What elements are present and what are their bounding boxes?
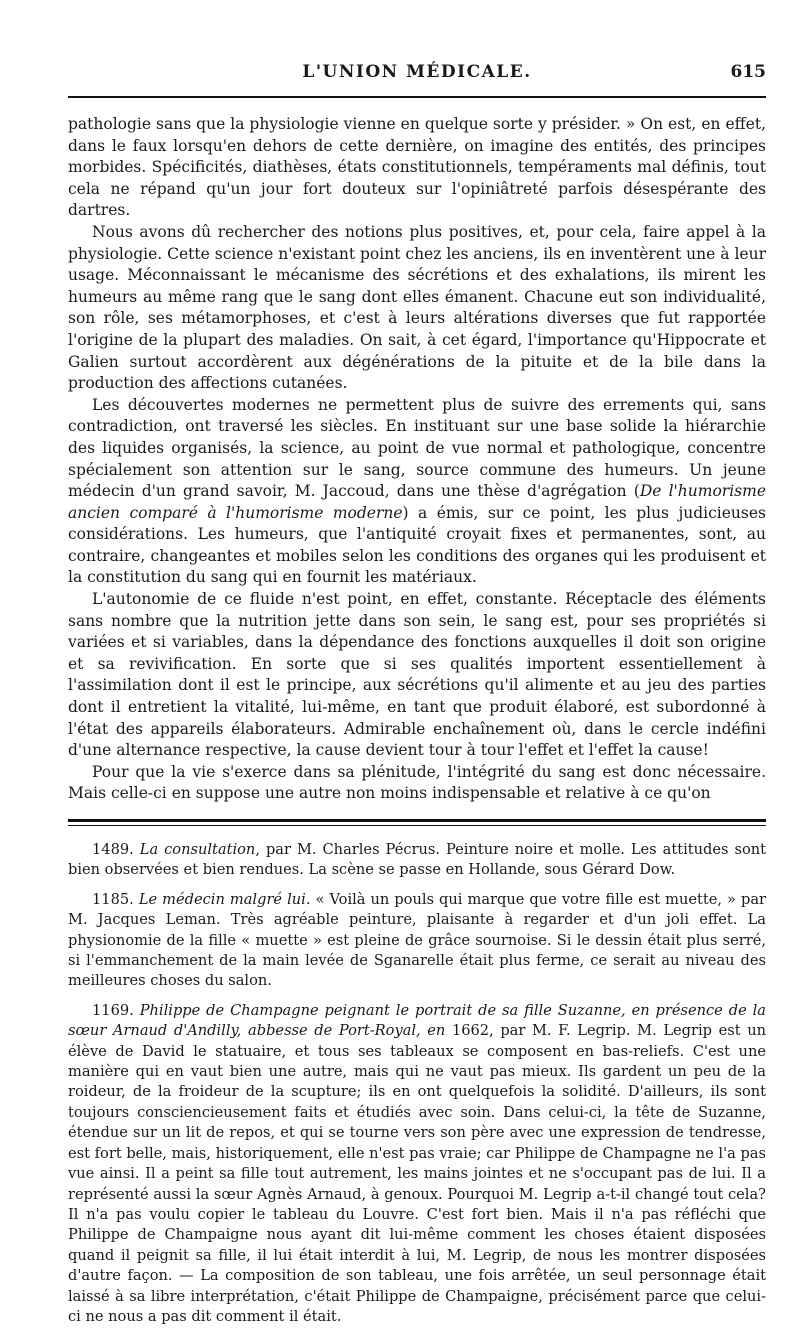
main-text — [68, 114, 766, 805]
paragraph-2: Nous avons dû rechercher des notions plus positives, et, pour cela, faire appel à la physiologie. Cette science n'existant point chez les anciens, ils en inventèrent une à leur usage. Méconnaissant le mécanisme des sécrétions et des exhalations, ils mirent les humeurs au même rang que le sang dont elles émanent. Chacune eut son individualité, son rôle, ses métamorphoses, et c'est à leurs altérations diverses que fut rapportée l'origine de la plupart des maladies. On sait, à cet égard, l'importance qu'Hippocrate et Galien surtout accordèrent aux dégénérations de la pituite et de la bile dans la production des affections cutanées. — [68, 222, 766, 393]
paragraph-1: pathologie sans que la physiologie vienne en quelque sorte y présider. » On est, en effet, dans le faux lorsqu'en dehors de cette dernière, on imagine des entités, des principes morbides. Spécificités, diathèses, états constitutionnels, tempéraments mal définis, tout cela ne répand qu'un jour fort douteux sur l'opiniâtreté parfois désespérante des dartres. — [68, 115, 766, 220]
page-header — [68, 62, 766, 96]
thesis-title: De l'humorisme ancien comparé à l'humorisme moderne — [68, 482, 766, 522]
paragraph-3 — [68, 395, 766, 589]
note-entry — [68, 890, 766, 992]
paragraph-3-text-b: ) a émis, sur ce point, les plus judicieuses considérations. Les humeurs, que l'antiquité croyait fixes et permanentes, sont, au contraire, changeantes et mobiles selon les conditions des organes qui les produisent et la constitution du sang qui en fournit les matériaux. — [68, 503, 766, 587]
paragraph-3-text-a: Les découvertes modernes ne permettent plus de suivre des errements qui, sans contradiction, ont traversé les siècles. En instituant sur une base solide la hiérarchie des liquides organisés, la science, au point de vue normal et pathologique, concentre spécialement son attention sur le sang, source commune des humeurs. Un jeune médecin d'un grand savoir, M. Jaccoud, dans une thèse d'agrégation ( — [68, 395, 766, 501]
note-number: 1185. — [92, 890, 134, 908]
section-divider — [68, 819, 766, 826]
paragraph-4: L'autonomie de ce fluide n'est point, en effet, constante. Réceptacle des éléments sans nombre que la nutrition jette dans son sein, le sang est, pour ses propriétés si variées et si variables, dans la dépendance des fonctions auxquelles il doit son origine et sa revivification. En sorte que si ses qualités importent essentiellement à l'assimilation dont il est le principe, aux sécrétions qu'il alimente et au jeu des parties dont il entretient la vitalité, lui-même, en tant que produit élaboré, est subordonné à l'état des appareils élaborateurs. Admirable enchaînement où, dans le cercle indéfini d'une alternance respective, la cause devient tour à tour l'effet et l'effet la cause! — [68, 590, 766, 760]
note-text: , par M. Charles Pécrus. Peinture noire et molle. Les attitudes sont bien observées et bien rendues. La scène se passe en Hollande, sous Gérard Dow. — [68, 841, 766, 879]
note-title: Philippe de Champagne peignant le portrait de sa fille Suzanne, en présence de la sœur Arnaud d'Andilly, abbesse de Port-Royal, en — [68, 1001, 767, 1040]
header-rule — [68, 96, 766, 98]
note-text: « Voilà un pouls qui marque que votre fille est muette, » par M. Jacques Leman. Très agréable peinture, plaisante à regarder et d'un joli effet. La physionomie de la fille « muette » est pleine de grâce sournoise. Si le dessin était plus serré, si l'emmanchement de la main levée de Sganarelle était plus ferme, ce serait au niveau des meilleures choses du salon. — [68, 890, 766, 990]
page-number: 615 — [730, 62, 766, 82]
note-number: 1169. — [92, 1001, 134, 1019]
note-title: Le médecin malgré lui. — [138, 890, 311, 908]
salon-notes — [68, 840, 766, 1327]
page — [68, 62, 766, 1336]
note-text: 1662, par M. F. Legrip. M. Legrip est un élève de David le statuaire, et tous ses tableaux se composent en bas-reliefs. C'est une manière qui en vaut bien une autre, mais qui ne vaut pas mieux. Ils gardent un peu de la roideur, de la froideur de la scupture; ils en ont quelquefois la solidité. D'ailleurs, ils sont toujours consciencieusement faits et étudiés avec soin. Dans celui-ci, la tête de Suzanne, étendue sur un lit de repos, et qui se tourne vers son père avec une expression de tendresse, est fort belle, mais, historiquement, elle n'est pas vraie; car Philippe de Champagne ne l'a pas vue ainsi. Il a peint sa fille tout autrement, les mains jointes et ne s'occupant pas de lui. Il a représenté aussi la sœur Agnès Arnaud, à genoux. Pourquoi M. Legrip a-t-il changé tout cela? Il n'a pas voulu copier le tableau du Louvre. C'est fort bien. Mais il n'a pas réfléchi que Philippe de Champaigne nous ayant dit lui-même comment les choses étaient disposées quand il peignit sa fille, il lui était interdit à lui, M. Legrip, de nous les montrer disposées d'autre façon. — La composition de son tableau, une fois arrêtée, un seul personnage était laissé à sa libre interprétation, c'était Philippe de Champaigne, précisément parce que celui-ci ne nous a pas dit comment il était. — [68, 1022, 766, 1325]
note-title: La consultation — [139, 841, 256, 858]
note-entry — [68, 840, 766, 881]
note-number: 1489. — [92, 841, 134, 858]
note-entry — [68, 1001, 766, 1328]
paragraph-5: Pour que la vie s'exerce dans sa plénitude, l'intégrité du sang est donc nécessaire. Mais celle-ci en suppose une autre non moins indispensable et relative à ce qu'on — [68, 762, 766, 803]
running-title: L'UNION MÉDICALE. — [302, 62, 532, 82]
